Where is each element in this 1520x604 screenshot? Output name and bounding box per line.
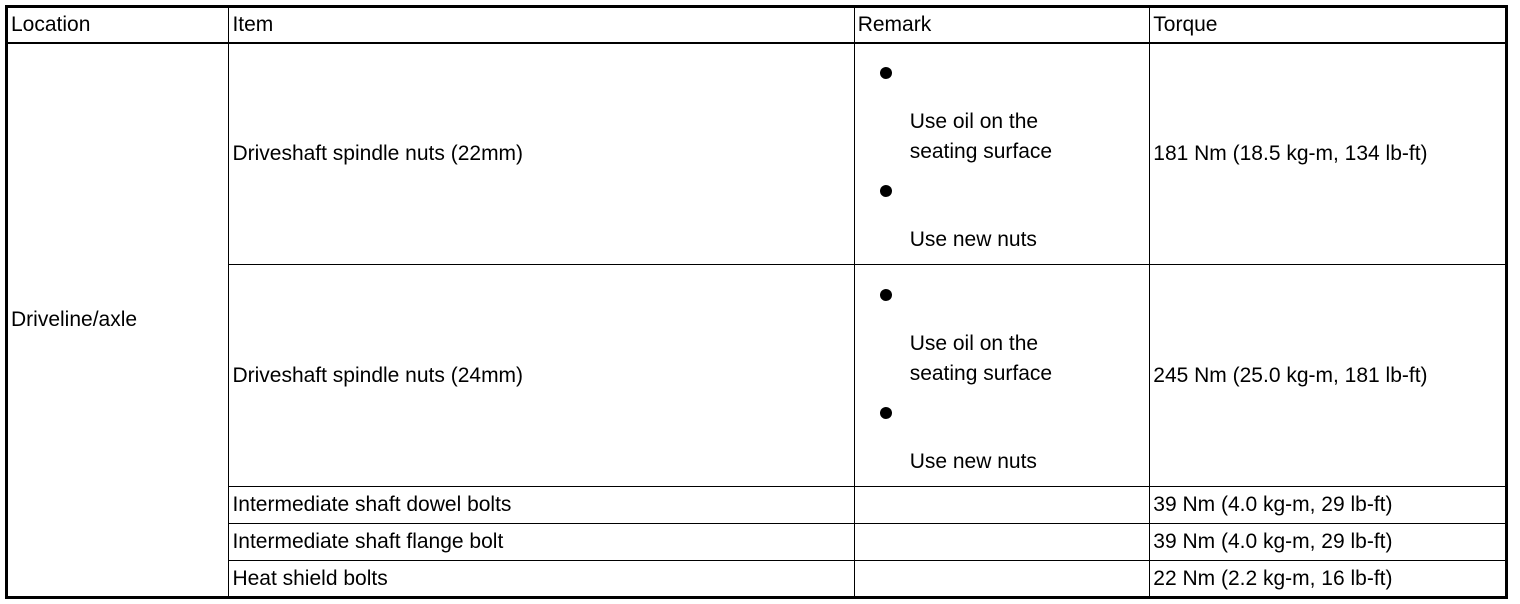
remark-item <box>858 289 1150 389</box>
remark-cell <box>854 43 1150 265</box>
header-remark: Remark <box>854 7 1150 43</box>
remark-text: Use new nuts <box>909 449 1037 473</box>
torque-cell: 181 Nm (18.5 kg-m, 134 lb-ft) <box>1150 43 1507 265</box>
location-cell: Driveline/axle <box>7 43 229 598</box>
table-header-row <box>7 7 1507 43</box>
bullet-icon <box>880 67 892 79</box>
torque-cell: 245 Nm (25.0 kg-m, 181 lb-ft) <box>1150 265 1507 487</box>
table-row <box>7 487 1507 524</box>
remark-cell <box>854 487 1150 524</box>
item-cell: Intermediate shaft flange bolt <box>229 524 854 561</box>
remark-text: Use new nuts <box>909 227 1037 251</box>
torque-cell: 22 Nm (2.2 kg-m, 16 lb-ft) <box>1150 561 1507 598</box>
bullet-icon <box>880 185 892 197</box>
item-cell: Driveshaft spindle nuts (24mm) <box>229 265 854 487</box>
torque-cell: 39 Nm (4.0 kg-m, 29 lb-ft) <box>1150 524 1507 561</box>
item-cell: Heat shield bolts <box>229 561 854 598</box>
table-row <box>7 43 1507 265</box>
remark-text: Use oil on the seating surface <box>909 109 1053 163</box>
torque-cell: 39 Nm (4.0 kg-m, 29 lb-ft) <box>1150 487 1507 524</box>
remark-list <box>858 67 1150 255</box>
remark-list <box>858 289 1150 477</box>
header-torque: Torque <box>1150 7 1507 43</box>
remark-item <box>858 185 1150 255</box>
bullet-icon <box>880 407 892 419</box>
remark-text: Use oil on the seating surface <box>909 331 1053 385</box>
table-row <box>7 524 1507 561</box>
item-cell: Intermediate shaft dowel bolts <box>229 487 854 524</box>
remark-item <box>858 67 1150 167</box>
header-location: Location <box>7 7 229 43</box>
remark-cell <box>854 524 1150 561</box>
remark-cell <box>854 265 1150 487</box>
item-cell: Driveshaft spindle nuts (22mm) <box>229 43 854 265</box>
remark-item <box>858 407 1150 477</box>
header-item: Item <box>229 7 854 43</box>
table-row <box>7 265 1507 487</box>
remark-cell <box>854 561 1150 598</box>
torque-spec-table <box>5 5 1508 599</box>
bullet-icon <box>880 289 892 301</box>
table-row <box>7 561 1507 598</box>
